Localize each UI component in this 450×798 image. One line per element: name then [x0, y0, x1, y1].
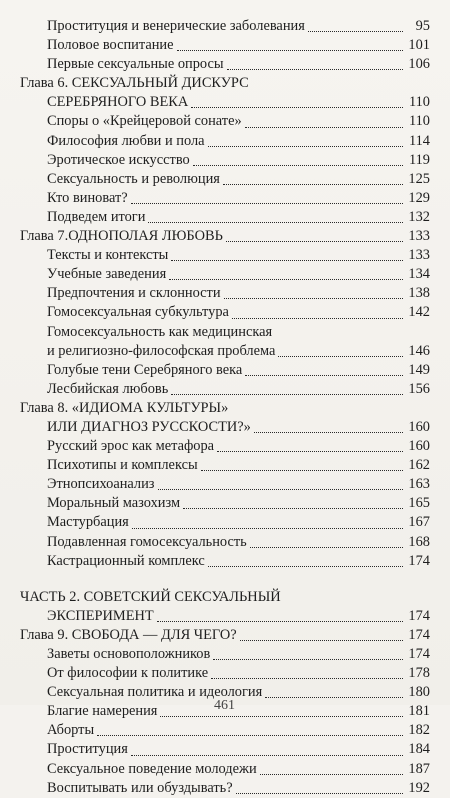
toc-entry — [20, 552, 430, 571]
dot-leader — [260, 774, 403, 775]
toc-entry-title: Проституция — [47, 741, 128, 758]
toc-page-number: 160 — [408, 418, 430, 435]
toc-entry-title: Проституция и венерические заболевания — [47, 18, 305, 34]
toc-page-number: 192 — [408, 779, 430, 796]
toc-entry — [20, 132, 430, 151]
toc-page-number: 174 — [408, 646, 430, 662]
toc-page-number: 133 — [408, 247, 430, 264]
toc-entry-title: Голубые тени Серебряного века — [47, 361, 243, 378]
toc-entry — [20, 740, 430, 759]
toc-entry-title: Глава 8. «ИДИОМА КУЛЬТУРЫ» — [20, 399, 229, 416]
toc-entry-title: и религиозно-философская проблема — [47, 342, 276, 359]
toc-page-number: 187 — [408, 760, 430, 777]
dot-leader — [240, 640, 403, 641]
toc-page-number: 142 — [408, 304, 430, 321]
toc-entry — [20, 36, 430, 55]
toc-entry-title: Аборты — [47, 722, 95, 739]
toc-entry-title: Философия любви и пола — [47, 132, 205, 149]
toc-entry-title: Моральный мазохизм — [47, 495, 181, 512]
dot-leader — [193, 165, 403, 166]
toc-page-number: 106 — [408, 56, 430, 73]
toc-chapter-heading — [20, 626, 430, 645]
dot-leader — [183, 508, 403, 509]
toc-entry-title: ЧАСТЬ 2. СОВЕТСКИЙ СЕКСУАЛЬНЫЙ — [20, 588, 281, 605]
toc-entry-title: Психотипы и комплексы — [47, 457, 198, 474]
toc-entry — [20, 112, 430, 131]
dot-leader — [208, 146, 403, 147]
toc-page-number: 146 — [408, 342, 430, 359]
dot-leader — [232, 318, 403, 319]
toc-entry — [20, 380, 430, 399]
toc-page-number: 168 — [408, 533, 430, 550]
dot-leader — [226, 241, 403, 242]
toc-entry-title: ЭКСПЕРИМЕНТ — [47, 607, 154, 624]
toc-page-number: 95 — [415, 18, 430, 34]
dot-leader — [245, 375, 403, 376]
toc-page-number: 114 — [408, 132, 430, 149]
toc-entry-title: Учебные заведения — [47, 266, 167, 283]
toc-page-number: 174 — [408, 626, 430, 643]
dot-leader — [171, 260, 403, 261]
toc-page-number: 119 — [408, 151, 430, 168]
dot-leader — [227, 69, 403, 70]
toc-entry — [20, 342, 430, 361]
toc-page-number: 125 — [408, 170, 430, 187]
dot-leader — [208, 566, 403, 567]
toc-entry — [20, 303, 430, 322]
toc-entry — [20, 645, 430, 664]
toc-entry — [20, 760, 430, 779]
toc-page-number: 178 — [408, 665, 430, 682]
toc-entry — [20, 151, 430, 170]
toc-entry — [20, 437, 430, 456]
toc-page-number: 101 — [408, 37, 430, 54]
toc-entry-title: Лесбийская любовь — [47, 380, 169, 397]
page-number: 461 — [214, 698, 235, 713]
toc-page-number: 110 — [408, 94, 430, 111]
toc-entry-title: Глава 6. СЕКСУАЛЬНЫЙ ДИСКУРС — [20, 75, 249, 92]
section-gap — [20, 571, 430, 588]
toc-page-number: 160 — [408, 438, 430, 455]
toc-chapter-heading — [20, 588, 430, 607]
toc-page-number: 181 — [408, 703, 430, 720]
toc-page-number: 133 — [408, 228, 430, 245]
table-of-contents — [20, 17, 430, 798]
toc-page-number: 129 — [408, 189, 430, 206]
dot-leader — [201, 470, 403, 471]
toc-chapter-heading — [20, 227, 430, 246]
toc-entry-title: Сексуальность и революция — [47, 170, 220, 187]
toc-entry — [20, 475, 430, 494]
toc-chapter-heading-continued — [20, 93, 430, 112]
toc-entry-title: Воспитывать или обуздывать? — [47, 779, 233, 796]
dot-leader — [131, 203, 403, 204]
toc-page-number: 156 — [408, 380, 430, 397]
toc-page-number: 138 — [408, 285, 430, 302]
toc-entry — [20, 208, 430, 227]
toc-entry-title: Сексуальное поведение молодежи — [47, 760, 257, 777]
toc-page-number: 165 — [408, 495, 430, 512]
dot-leader — [177, 50, 403, 51]
toc-page-number: 110 — [408, 113, 430, 130]
toc-entry-title: Половое воспитание — [47, 37, 174, 54]
toc-page-number: 180 — [408, 684, 430, 701]
dot-leader — [250, 547, 403, 548]
toc-entry-title: ИЛИ ДИАГНОЗ РУССКОСТИ?» — [47, 418, 251, 435]
toc-entry-title: Кастрационный комплекс — [47, 552, 205, 569]
toc-entry — [20, 170, 430, 189]
dot-leader — [245, 127, 403, 128]
toc-entry-title: Подведем итоги — [47, 208, 146, 225]
dot-leader — [213, 659, 403, 660]
toc-entry-title: Подавленная гомосексуальность — [47, 533, 247, 550]
toc-page-number: 174 — [408, 607, 430, 624]
toc-entry-title: Кто виноват? — [47, 189, 128, 206]
toc-page-number: 182 — [408, 722, 430, 739]
dot-leader — [160, 716, 403, 717]
toc-page-number: 134 — [408, 266, 430, 283]
toc-entry — [20, 284, 430, 303]
toc-entry-title: Заветы основоположников — [47, 646, 211, 662]
dot-leader — [211, 678, 403, 679]
dot-leader — [132, 528, 403, 529]
toc-entry — [20, 246, 430, 265]
toc-chapter-heading-continued — [20, 418, 430, 437]
dot-leader — [158, 489, 404, 490]
toc-entry-title: Гомосексуальность как медицинская — [47, 323, 273, 340]
toc-entry-title: Предпочтения и склонности — [47, 285, 221, 302]
dot-leader — [224, 298, 403, 299]
toc-chapter-heading — [20, 74, 430, 93]
toc-chapter-heading — [20, 399, 430, 418]
toc-entry-title: Этнопсихоанализ — [47, 476, 155, 493]
toc-page-number: 162 — [408, 457, 430, 474]
toc-entry — [20, 456, 430, 475]
toc-entry-title: Мастурбация — [47, 514, 129, 531]
toc-entry-title: Благие намерения — [47, 703, 158, 720]
dot-leader — [278, 356, 403, 357]
toc-chapter-heading-continued — [20, 607, 430, 626]
toc-page-number: 184 — [408, 741, 430, 758]
toc-entry-title: Русский эрос как метафора — [47, 438, 215, 455]
toc-page-number: 163 — [408, 476, 430, 493]
dot-leader — [236, 793, 403, 794]
toc-page-number: 174 — [408, 552, 430, 569]
toc-entry-title: Глава 7.ОДНОПОЛАЯ ЛЮБОВЬ — [20, 228, 223, 245]
toc-entry — [20, 17, 430, 36]
dot-leader — [308, 31, 403, 32]
dot-leader — [254, 432, 403, 433]
dot-leader — [191, 107, 403, 108]
toc-entry — [20, 361, 430, 380]
toc-entry-title: Сексуальная политика и идеология — [47, 684, 263, 701]
dot-leader — [223, 184, 403, 185]
toc-entry — [20, 55, 430, 74]
dot-leader — [217, 451, 403, 452]
toc-entry — [20, 323, 430, 342]
dot-leader — [265, 697, 403, 698]
toc-entry — [20, 664, 430, 683]
toc-entry — [20, 265, 430, 284]
dot-leader — [97, 735, 403, 736]
toc-entry — [20, 513, 430, 532]
dot-leader — [157, 621, 403, 622]
toc-entry-title: Эротическое искусство — [47, 151, 190, 168]
toc-entry — [20, 533, 430, 552]
toc-entry — [20, 189, 430, 208]
toc-entry — [20, 779, 430, 798]
toc-entry-title: Споры о «Крейцеровой сонате» — [47, 113, 242, 130]
toc-entry-title: Гомосексуальная субкультура — [47, 304, 229, 321]
toc-page-number: 167 — [408, 514, 430, 531]
dot-leader — [148, 222, 403, 223]
dot-leader — [171, 394, 403, 395]
toc-page-number: 132 — [408, 208, 430, 225]
dot-leader — [169, 279, 403, 280]
toc-entry-title: Глава 9. СВОБОДА — ДЛЯ ЧЕГО? — [20, 626, 237, 643]
toc-entry-title: Первые сексуальные опросы — [47, 56, 224, 73]
toc-entry-title: Тексты и контексты — [47, 247, 169, 264]
toc-entry-title: СЕРЕБРЯНОГО ВЕКА — [47, 94, 189, 111]
toc-entry — [20, 494, 430, 513]
dot-leader — [131, 755, 403, 756]
toc-page-number: 149 — [408, 361, 430, 378]
toc-entry — [20, 721, 430, 740]
toc-entry-title: От философии к политике — [47, 665, 209, 682]
